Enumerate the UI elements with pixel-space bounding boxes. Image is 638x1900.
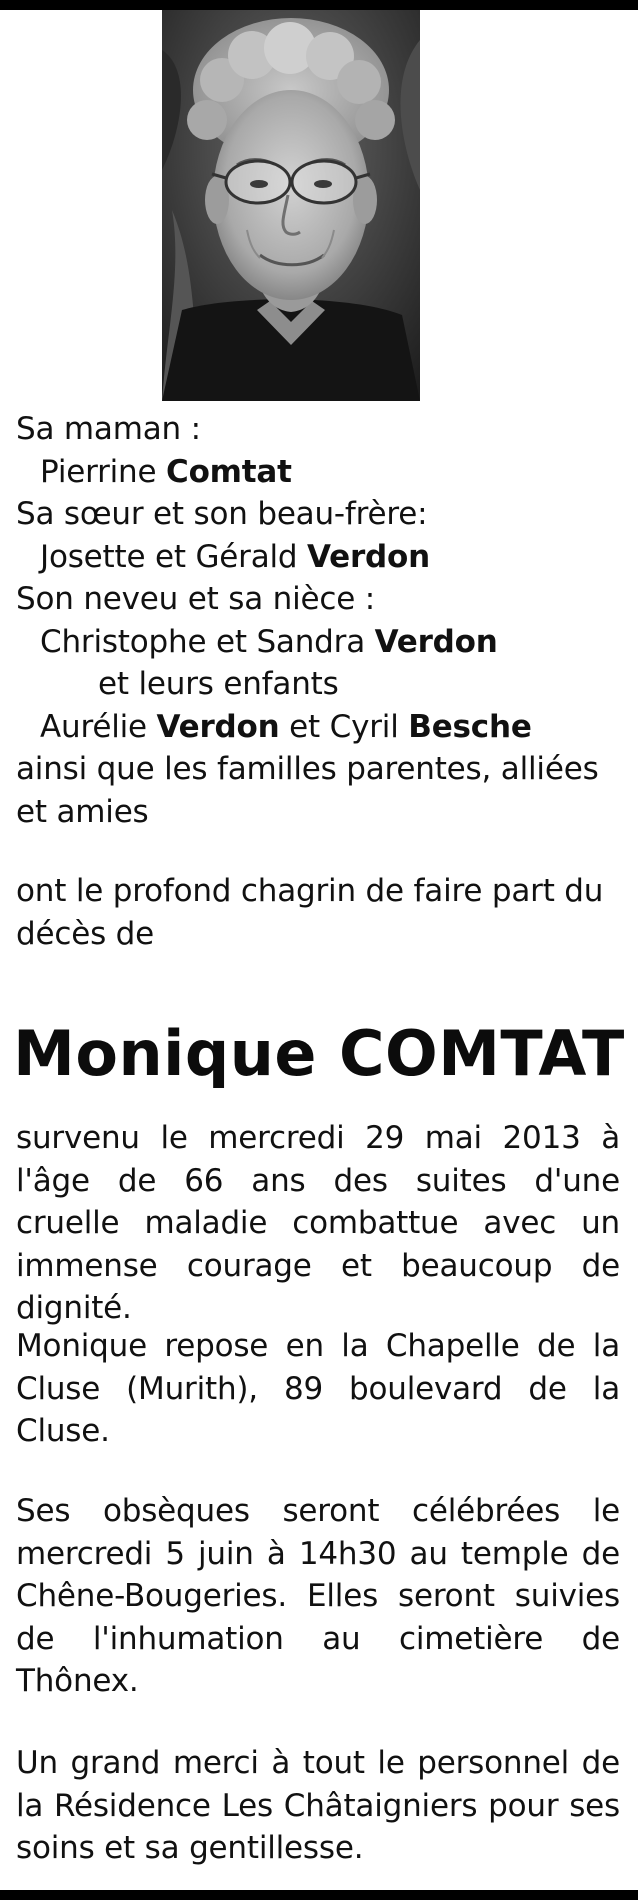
cyril-surname: Besche (408, 708, 532, 745)
aurelie-surname: Verdon (156, 708, 280, 745)
nephew-names-line (16, 621, 626, 664)
mother-surname: Comtat (166, 453, 292, 490)
sibling-names-line (16, 536, 626, 579)
thanks-paragraph: Un grand merci à tout le personnel de la Résidence Les Châtaigniers pour ses soins et sa gentillesse. (16, 1745, 620, 1866)
aurelie-first-name: Aurélie (40, 708, 157, 745)
bottom-border-rule (0, 1890, 638, 1900)
nephew-first-names: Christophe et Sandra (40, 623, 375, 660)
aurelie-cyril-line (16, 706, 626, 749)
children-line: et leurs enfants (98, 666, 339, 702)
sibling-intro-line: Sa sœur et son beau-frère: (16, 496, 428, 532)
sibling-surname: Verdon (307, 538, 430, 575)
and-cyril-text: et Cyril (279, 708, 409, 745)
nephew-surname: Verdon (374, 623, 498, 660)
funeral-details-paragraph: Ses obsèques seront célébrées le mercredi 5 juin à 14h30 au temple de Chêne-Bougeries. Elles seront suivies de l'inhumation au cimetière de Thônex. (16, 1493, 620, 1699)
mother-name-line (16, 451, 626, 494)
family-mourners-list (16, 408, 626, 833)
top-border-rule (0, 0, 638, 10)
sibling-first-names: Josette et Gérald (40, 538, 308, 575)
resting-place-paragraph: Monique repose en la Chapelle de la Cluse (Murith), 89 boulevard de la Cluse. (16, 1328, 620, 1449)
other-families-line: ainsi que les familles parentes, alliées et amies (16, 751, 599, 830)
nephew-intro-line: Son neveu et sa nièce : (16, 581, 376, 617)
announcement-intro: ont le profond chagrin de faire part du décès de (16, 873, 604, 952)
mother-intro-line: Sa maman : (16, 411, 201, 447)
mother-first-name: Pierrine (40, 453, 167, 490)
death-circumstances-paragraph: survenu le mercredi 29 mai 2013 à l'âge de 66 ans des suites d'une cruelle maladie combattue avec un immense courage et beaucoup de dignité. (16, 1120, 620, 1326)
deceased-portrait-photo (162, 10, 420, 401)
deceased-name-heading: Monique COMTAT (13, 1017, 625, 1090)
